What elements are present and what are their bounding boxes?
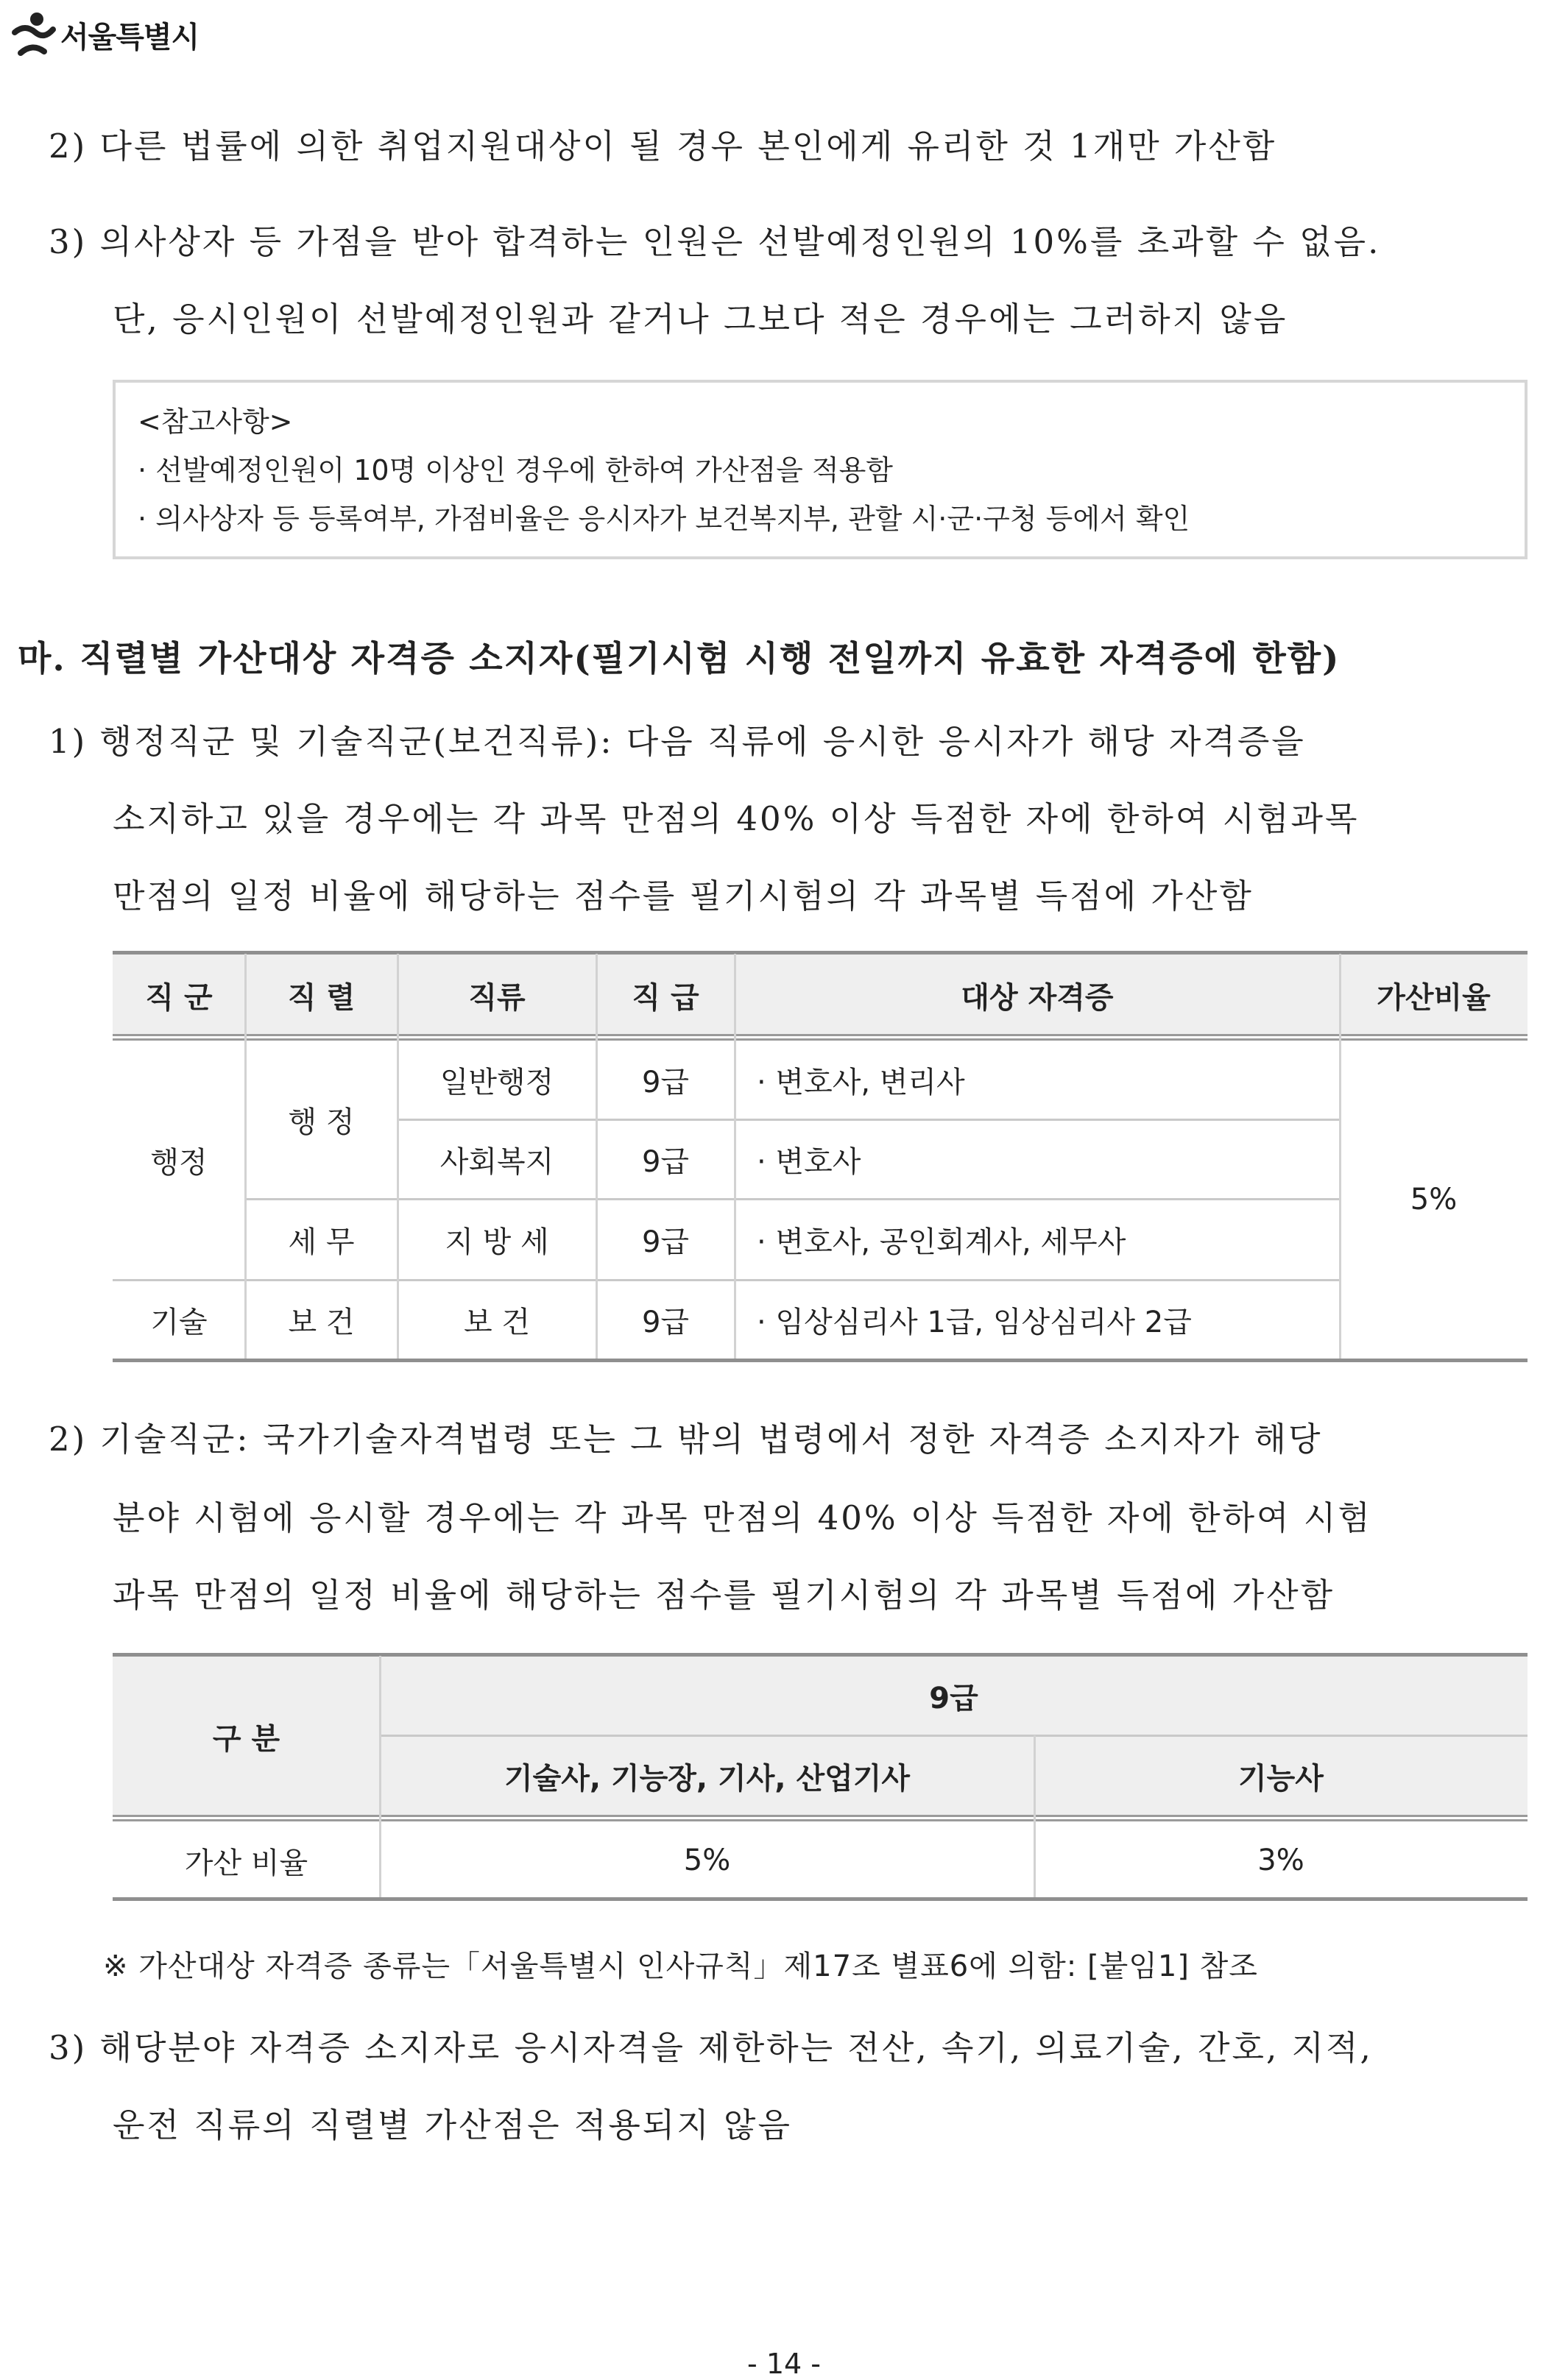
row-label-rate: 가산 비율 <box>184 1846 308 1880</box>
footnote: ※ 가산대상 자격증 종류는「서울특별시 인사규칙」제17조 별표6에 의함: [붙임1] 참조 <box>103 1949 1258 1983</box>
rate-engineer: 5% <box>683 1844 731 1877</box>
certificate-cell: · 변호사, 변리사 <box>757 1065 965 1099</box>
item-3-continuation: 단, 응시인원이 선발예정인원과 같거나 그보다 적은 경우에는 그러하지 않음 <box>113 300 1288 339</box>
col-divider <box>244 954 247 1359</box>
logo-text: 서울특별시 <box>60 20 199 54</box>
header-category: 구 분 <box>113 1656 380 1816</box>
class-health: 보 건 <box>464 1305 530 1339</box>
col-divider <box>596 954 598 1359</box>
item-1-line: 만점의 일정 비율에 해당하는 점수를 필기시험의 각 과목별 득점에 가산함 <box>113 876 1254 915</box>
table-header-border <box>113 1038 1528 1041</box>
item-2-line: 2) 기술직군: 국가기술자격법령 또는 그 밖의 법령에서 정한 자격증 소지자가 해당 <box>49 1420 1323 1459</box>
group-tech: 기술 <box>150 1305 208 1339</box>
item-2-line: 과목 만점의 일정 비율에 해당하는 점수를 필기시험의 각 과목별 득점에 가산함 <box>113 1576 1335 1615</box>
header-grade-9: 9급 <box>380 1656 1528 1735</box>
row-divider <box>113 1279 1340 1281</box>
reference-item: · 선발예정인원이 10명 이상인 경우에 한하여 가산점을 적용함 <box>138 454 893 486</box>
class-local-tax: 지 방 세 <box>445 1225 549 1259</box>
header-engineer-certs: 기술사, 기능장, 기사, 산업기사 <box>380 1735 1034 1816</box>
table-top-border <box>113 951 1528 955</box>
table-header-border <box>113 1815 1528 1817</box>
item-1-line: 1) 행정직군 및 기술직군(보건직류): 다음 직류에 응시한 응시자가 해당 자격증을 <box>49 722 1306 761</box>
class-general-admin: 일반행정 <box>439 1065 554 1099</box>
certificate-cell: · 임상심리사 1급, 임상심리사 2급 <box>757 1305 1192 1339</box>
reference-item: · 의사상자 등 등록여부, 가점비율은 응시자가 보건복지부, 관할 시·군·구청 등에서 확인 <box>138 503 1190 535</box>
row-divider <box>398 1119 1340 1121</box>
header-grade: 직 급 <box>596 954 735 1036</box>
section-heading: 마. 직렬별 가산대상 자격증 소지자(필기시험 시행 전일까지 유효한 자격증에 한함) <box>18 639 1341 679</box>
header-job-class: 직류 <box>398 954 596 1036</box>
header-rate: 가산비율 <box>1340 954 1528 1036</box>
certificate-cell: · 변호사 <box>757 1144 861 1179</box>
class-social-welfare: 사회복지 <box>439 1144 554 1179</box>
rate-cell: 5% <box>1410 1183 1458 1216</box>
rate-craftsman: 3% <box>1257 1844 1304 1877</box>
grade-cell: 9급 <box>641 1225 690 1259</box>
col-divider <box>1339 954 1341 1359</box>
item-2-multiple-benefits: 2) 다른 법률에 의한 취업지원대상이 될 경우 본인에게 유리한 것 1개만 가산함 <box>49 127 1277 166</box>
row-divider <box>380 1735 1528 1737</box>
grade-cell: 9급 <box>641 1144 690 1179</box>
item-2-line: 분야 시험에 응시할 경우에는 각 과목 만점의 40% 이상 득점한 자에 한하여 시험 <box>113 1498 1372 1537</box>
col-divider <box>397 954 399 1359</box>
item-3-line: 운전 직류의 직렬별 가산점은 적용되지 않음 <box>113 2105 792 2145</box>
series-admin: 행 정 <box>288 1105 355 1139</box>
header-job-group: 직 군 <box>113 954 245 1036</box>
header-craftsman: 기능사 <box>1034 1735 1528 1816</box>
header-job-series: 직 렬 <box>245 954 398 1036</box>
table-bottom-border <box>113 1897 1528 1901</box>
group-admin: 행정 <box>150 1145 208 1180</box>
series-health: 보 건 <box>288 1305 355 1339</box>
seoul-logo <box>10 9 199 60</box>
table-top-border <box>113 1653 1528 1657</box>
table-header-border <box>113 1819 1528 1821</box>
table-bottom-border <box>113 1359 1528 1362</box>
item-3-line: 3) 해당분야 자격증 소지자로 응시자격을 제한하는 전산, 속기, 의료기술, 간호, 지적, <box>49 2028 1373 2067</box>
certificate-cell: · 변호사, 공인회계사, 세무사 <box>757 1225 1126 1259</box>
seoul-logo-icon <box>10 10 59 59</box>
row-divider <box>245 1198 1340 1200</box>
table-header-border <box>113 1034 1528 1036</box>
col-divider <box>379 1656 381 1897</box>
reference-title: <참고사항> <box>138 405 293 438</box>
item-3-injured-persons: 3) 의사상자 등 가점을 받아 합격하는 인원은 선발예정인원의 10%를 초과할 수 없음. <box>49 222 1381 261</box>
grade-cell: 9급 <box>641 1305 690 1339</box>
col-divider <box>1034 1735 1036 1897</box>
item-1-line: 소지하고 있을 경우에는 각 과목 만점의 40% 이상 득점한 자에 한하여 시험과목 <box>113 799 1360 838</box>
grade-cell: 9급 <box>641 1065 690 1099</box>
series-tax: 세 무 <box>288 1225 355 1259</box>
col-divider <box>734 954 736 1359</box>
page-number: - 14 - <box>747 2348 821 2380</box>
reference-box <box>113 380 1528 559</box>
header-certificate: 대상 자격증 <box>735 954 1340 1036</box>
